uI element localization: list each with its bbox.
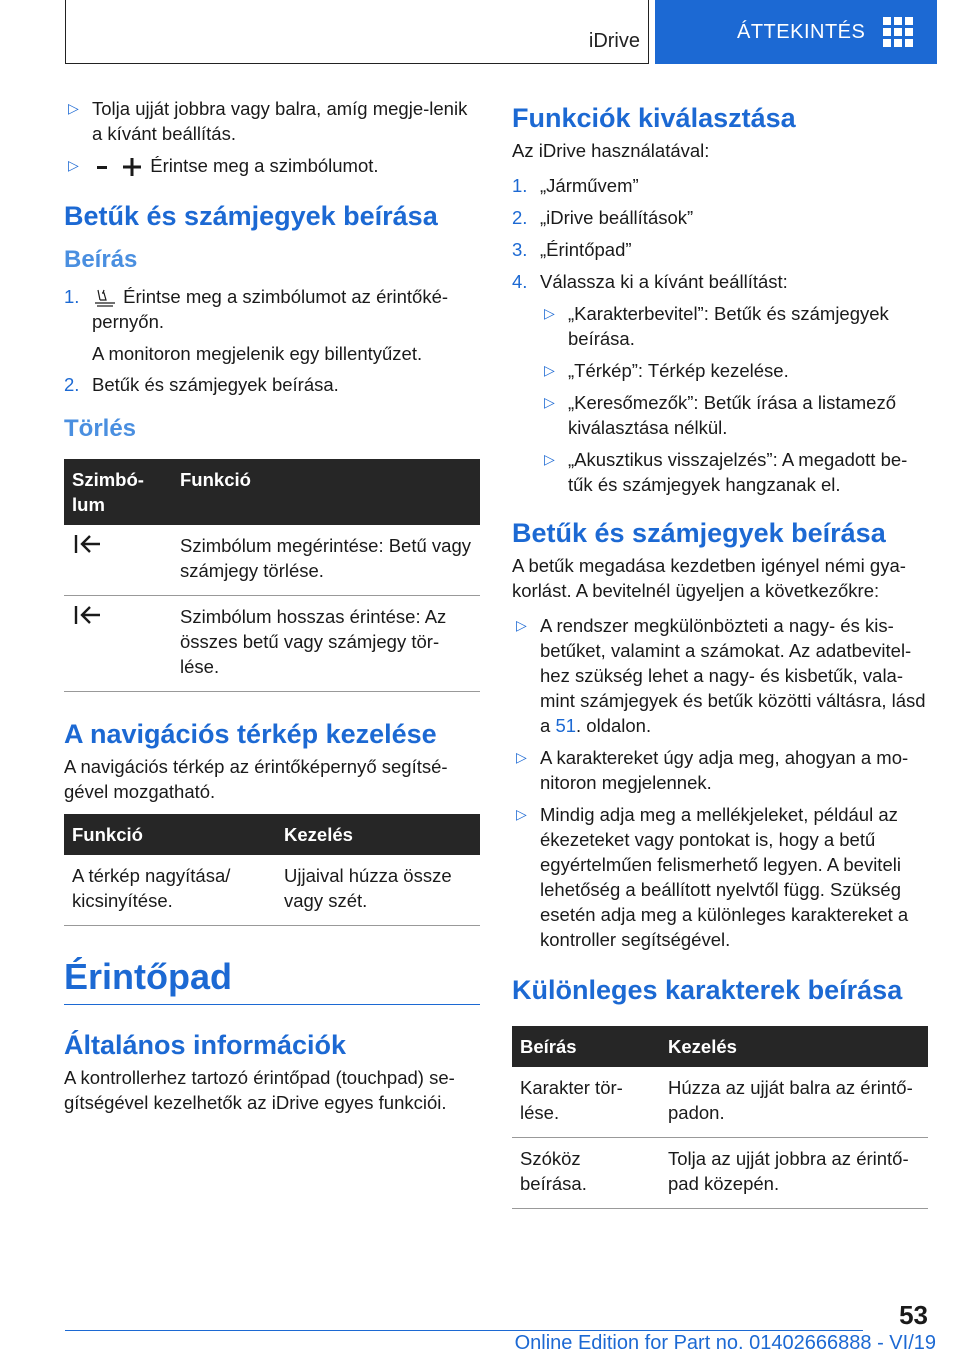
map-table: Funkció Kezelés A térkép nagyítása/ kicsinyítése. Ujjaival húzza össze vagy szét. <box>64 814 480 926</box>
right-column <box>512 96 928 1209</box>
table-row: A térkép nagyítása/ kicsinyítése. Ujjaival húzza össze vagy szét. <box>64 855 480 926</box>
arrow-bullet-icon: ▷ <box>516 749 527 765</box>
subheading-delete: Törlés <box>64 415 137 442</box>
list-item: ▷ Mindig adja meg a mellékjeleket, például az ékezeteket vagy pontokat is, hogy a betű egyértelműen felismerhető legyen. A beviteli lehetőség a beállított nyelvtől függ. Szükség esetén adja meg a különleges karaktereket a kontroller segítségével. <box>512 802 928 952</box>
minus-icon <box>92 157 114 177</box>
list-item: ▷ Tolja ujját jobbra vagy balra, amíg megje-lenik a kívánt beállítás. <box>64 96 480 146</box>
table-row: Szimbólum hosszas érintése: Az összes betű vagy számjegy tör-lése. <box>64 596 480 692</box>
arrow-bullet-icon: ▷ <box>544 394 555 410</box>
keyboard-handwriting-icon <box>92 288 118 308</box>
list-item: 1. „Járművem” <box>512 175 639 196</box>
section-heading-input: Betűk és számjegyek beírása <box>64 201 438 231</box>
arrow-bullet-icon: ▷ <box>516 617 527 633</box>
section-heading-input-2: Betűk és számjegyek beírása <box>512 518 886 548</box>
special-table: Beírás Kezelés Karakter tör-lése. Húzza az ujját balra az érintő-padon. Szóköz beírása. Tolja az ujját jobbra az érintő-pad közepén. <box>512 1026 928 1209</box>
arrow-bullet-icon: ▷ <box>544 362 555 378</box>
header-section-box <box>65 0 649 64</box>
list-item: ▷ A rendszer megkülönbözteti a nagy- és kis-betűket, valamint a számokat. Az adatbevitel-hez szükség lehet a nagy- és kisbetűk, vala-mint számjegyek és betűk közötti váltásra, lásd a 51. oldalon. <box>512 613 928 738</box>
footer-divider <box>65 1330 863 1331</box>
table-row: Szimbólum megérintése: Betű vagy számjegy törlése. <box>64 525 480 596</box>
section-heading-select: Funkciók kiválasztása <box>512 103 796 133</box>
select-intro: Az iDrive használatával: <box>512 140 710 161</box>
chapter-heading-touchpad: Érintőpad <box>64 956 480 1005</box>
section-heading-special: Különleges karakterek beírása <box>512 975 903 1005</box>
table-row: Karakter tör-lése. Húzza az ujját balra az érintő-padon. <box>512 1067 928 1138</box>
arrow-bullet-icon: ▷ <box>516 806 527 822</box>
general-text: A kontrollerhez tartozó érintőpad (touchpad) se-gítségével kezelhetők az iDrive egyes funkciói. <box>64 1067 455 1113</box>
input-text: A betűk megadása kezdetben igényel némi gya-korlást. A bevitelnél ügyeljen a következőkre: <box>512 555 906 601</box>
backspace-icon <box>72 533 102 555</box>
subheading-input: Beírás <box>64 246 138 273</box>
arrow-bullet-icon: ▷ <box>68 157 79 173</box>
delete-table: Szimbó-lum Funkció Szimbólum megérintése: Betű vagy számjegy törlése. Szimbólum hosszas érintése: Az összes betű vagy számjegy tör-lése. <box>64 459 480 692</box>
step-note: A monitoron megjelenik egy billentyűzet. <box>92 343 423 364</box>
list-item: ▷ Érintse meg a szimbólumot. <box>64 153 480 178</box>
page-link[interactable]: 51 <box>555 715 577 736</box>
list-item: ▷ A karaktereket úgy adja meg, ahogyan a mo-nitoron megjelennek. <box>512 745 928 795</box>
list-item: ▷ „Karakterbevitel”: Betűk és számjegyek beírása. <box>540 301 928 351</box>
list-item: 1. Érintse meg a szimbólumot az érintőké-pernyőn. <box>64 286 449 332</box>
arrow-bullet-icon: ▷ <box>544 451 555 467</box>
list-item: ▷ „Keresőmezők”: Betűk írása a listamező kiválasztása nélkül. <box>540 390 928 440</box>
list-item: 2. Betűk és számjegyek beírása. <box>64 374 339 395</box>
table-row: Szóköz beírása. Tolja az ujját jobbra az érintő-pad közepén. <box>512 1138 928 1209</box>
header-chapter-box[interactable] <box>655 0 937 64</box>
grid-icon <box>883 17 913 47</box>
plus-icon <box>119 157 145 177</box>
left-column <box>64 96 480 1121</box>
list-item: 2. „iDrive beállítások” <box>512 207 694 228</box>
section-heading-map: A navigációs térkép kezelése <box>64 719 437 749</box>
backspace-icon <box>72 604 102 626</box>
footer-edition: Online Edition for Part no. 01402666888 - VI/19 <box>514 1332 936 1354</box>
page-number: 53 <box>899 1300 928 1330</box>
header-section-title: iDrive <box>588 30 640 52</box>
arrow-bullet-icon: ▷ <box>544 305 555 321</box>
map-text: A navigációs térkép az érintőképernyő segítsé-gével mozgatható. <box>64 756 448 802</box>
header-chapter-title: ÁTTEKINTÉS <box>737 20 866 43</box>
list-item: 4. Válassza ki a kívánt beállítást: <box>512 271 788 292</box>
section-heading-general: Általános információk <box>64 1030 347 1060</box>
list-item: ▷ „Akusztikus visszajelzés”: A megadott be-tűk és számjegyek hangzanak el. <box>540 447 928 497</box>
arrow-bullet-icon: ▷ <box>68 100 79 116</box>
list-item: 3. „Érintőpad” <box>512 239 632 260</box>
list-item: ▷ „Térkép”: Térkép kezelése. <box>540 358 928 383</box>
